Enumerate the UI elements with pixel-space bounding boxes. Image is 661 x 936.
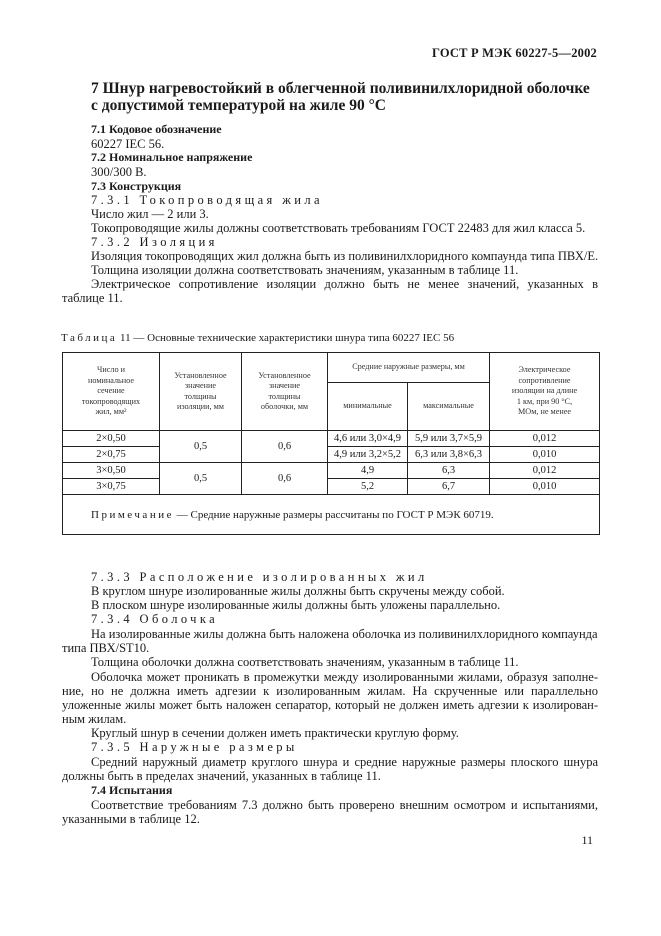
- code-designation-value: 60227 IEC 56.: [91, 137, 165, 151]
- paragraph-line: На изолированные жилы должна быть наложена оболочка из поливинилхлоридного компаунда: [91, 627, 598, 641]
- table-note: [63, 495, 600, 535]
- cell-min: 4,6 или 3,0×4,9: [328, 431, 408, 447]
- table-caption-prefix: Таблица: [61, 332, 118, 344]
- rated-voltage-value: 300/300 В.: [91, 165, 147, 179]
- subsection-7-3-1-heading: 7.3.1 Токопроводящая жила: [91, 193, 323, 207]
- document-id-header: ГОСТ Р МЭК 60227-5—2002: [432, 46, 597, 60]
- paragraph-line: Число жил — 2 или 3.: [91, 207, 209, 221]
- header-size: Число и номинальное сечение токопроводящих жил, мм²: [63, 353, 160, 431]
- cell-size: 3×0,75: [63, 479, 160, 495]
- paragraph-line: Круглый шнур в сечении должен иметь практически круглую форму.: [91, 726, 459, 740]
- subsection-7-1-heading: 7.1 Кодовое обозначение: [91, 122, 222, 136]
- paragraph-line: должны быть в пределах значений, указанных в таблице 11.: [62, 769, 381, 783]
- subsection-7-3-4-heading: 7.3.4 Оболочка: [91, 612, 219, 626]
- cell-max: 5,9 или 3,7×5,9: [408, 431, 490, 447]
- cell-sheath: 0,6: [242, 431, 328, 463]
- paragraph-line: В плоском шнуре изолированные жилы должны быть уложены параллельно.: [91, 598, 501, 612]
- paragraph-line: Изоляция токопроводящих жил должна быть из поливинилхлоридного компаунда типа ПВХ/Е.: [91, 249, 599, 263]
- cell-size: 2×0,75: [63, 447, 160, 463]
- paragraph-line: Толщина изоляции должна соответствовать значениям, указанным в таблице 11.: [91, 263, 519, 277]
- cell-min: 4,9: [328, 463, 408, 479]
- cell-size: 3×0,50: [63, 463, 160, 479]
- table-note-text: — Средние наружные размеры рассчитаны по ГОСТ Р МЭК 60719.: [173, 508, 494, 521]
- paragraph-line: Толщина оболочки должна соответствовать значениям, указанным в таблице 11.: [91, 655, 519, 669]
- cell-resistance: 0,010: [490, 447, 600, 463]
- cell-resistance: 0,012: [490, 431, 600, 447]
- paragraph-line: таблице 11.: [62, 291, 123, 305]
- table-row: [63, 463, 600, 479]
- table-row: [63, 447, 600, 463]
- cell-max: 6,7: [408, 479, 490, 495]
- paragraph-line: Оболочка может проникать в промежутки между изолированными жилами, образуя заполне-: [91, 670, 598, 684]
- cell-size: 2×0,50: [63, 431, 160, 447]
- paragraph-line: Соответствие требованиям 7.3 должно быть проверено внешним осмотром и испытаниями,: [91, 798, 598, 812]
- cell-min: 4,9 или 3,2×5,2: [328, 447, 408, 463]
- header-outer-dimensions: Средние наружные размеры, мм: [328, 353, 490, 383]
- subsection-7-4-heading: 7.4 Испытания: [91, 783, 173, 797]
- cell-sheath: 0,6: [242, 463, 328, 495]
- table-caption-text: 11 — Основные технические характеристики шнура типа 60227 IEC 56: [120, 332, 455, 344]
- cell-resistance: 0,012: [490, 463, 600, 479]
- table-11: [62, 352, 600, 535]
- header-min: минимальные: [328, 383, 408, 431]
- paragraph-line: Токопроводящие жилы должны соответствовать требованиям ГОСТ 22483 для жил класса 5.: [91, 221, 586, 235]
- section-title-line2: с допустимой температурой на жиле 90 °С: [91, 97, 386, 114]
- page-number: 11: [581, 833, 593, 847]
- paragraph-line: ние, но не должна иметь адгезии к изолированным жилам. На скрученные или параллельно: [62, 684, 598, 698]
- header-insulation-thickness: Установленное значение толщины изоляции, мм: [160, 353, 242, 431]
- subsection-7-3-5-heading: 7.3.5 Наружные размеры: [91, 740, 298, 754]
- cell-insulation: 0,5: [160, 431, 242, 463]
- subsection-7-3-2-heading: 7.3.2 Изоляция: [91, 235, 218, 249]
- header-sheath-thickness: Установленное значение толщины оболочки, мм: [242, 353, 328, 431]
- subsection-7-2-heading: 7.2 Номинальное напряжение: [91, 150, 253, 164]
- paragraph-line: ным жилам.: [62, 712, 127, 726]
- paragraph-line: уложенные жилы может быть наложен сепаратор, который не должен иметь адгезии к изолирован-: [62, 698, 598, 712]
- section-title-line1: 7 Шнур нагревостойкий в облегченной поливинилхлоридной оболочке: [91, 80, 590, 97]
- cell-max: 6,3: [408, 463, 490, 479]
- cell-min: 5,2: [328, 479, 408, 495]
- paragraph-line: В круглом шнуре изолированные жилы должны быть скручены между собой.: [91, 584, 505, 598]
- paragraph-line: Электрическое сопротивление изоляции должно быть не менее значений, указанных в: [91, 277, 598, 291]
- table-note-prefix: Примечание: [91, 508, 174, 521]
- paragraph-line: типа ПВХ/ST10.: [62, 641, 150, 655]
- cell-resistance: 0,010: [490, 479, 600, 495]
- table-row: [63, 479, 600, 495]
- table-row: [63, 431, 600, 447]
- table-caption: [61, 332, 454, 344]
- subsection-7-3-3-heading: 7.3.3 Расположение изолированных жил: [91, 570, 428, 584]
- header-resistance: Электрическое сопротивление изоляции на длине 1 км, при 90 °С, МОм, не менее: [490, 353, 600, 431]
- subsection-7-3-heading: 7.3 Конструкция: [91, 179, 182, 193]
- paragraph-line: указанными в таблице 12.: [62, 812, 200, 826]
- header-max: максимальные: [408, 383, 490, 431]
- cell-insulation: 0,5: [160, 463, 242, 495]
- paragraph-line: Средний наружный диаметр круглого шнура и средние наружные размеры плоского шнура: [91, 755, 598, 769]
- cell-max: 6,3 или 3,8×6,3: [408, 447, 490, 463]
